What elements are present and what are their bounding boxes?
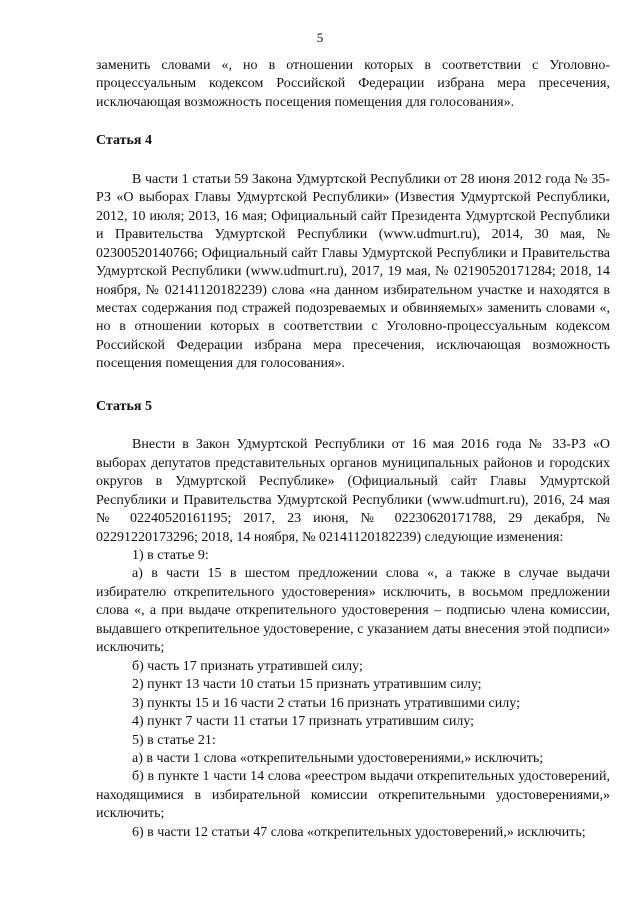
article4-paragraph: В части 1 статьи 59 Закона Удмуртской Республики от 28 июня 2012 года № 35-РЗ «О выборах Главы Удмуртской Республики» (Известия Удмуртской Республики, 2012, 10 июля; 2013, 16 мая; Официальный сайт Президента Удмуртской Республики и Правительства Удмуртской Республики (www.udmurt.ru), 2014, 30 мая, № 02300520140766; Официальный сайт Главы Удмуртской Республики и Правительства Удмуртской Республики (www.udmurt.ru), 2017, 19 мая, № 02190520171284; 2018, 14 ноября, № 02141120182239) слова «на данном избирательном участке и находятся в местах содержания под стражей подозреваемых и обвиняемых» заменить словами «, но в отношении которых в соответствии с Уголовно-процессуальным кодексом Российской Федерации избрана мера пресечения, исключающая возможность посещения помещения для голосования». — [96, 171, 610, 372]
list-item: 1) в статье 9: — [132, 547, 209, 563]
list-item: 6) в части 12 статьи 47 слова «открепительных удостоверений,» исключить; — [132, 824, 586, 840]
article4-heading: Статья 4 — [96, 133, 152, 149]
page-number: 5 — [316, 30, 324, 45]
list-item: б) часть 17 признать утратившей силу; — [132, 658, 363, 674]
list-item: 3) пункты 15 и 16 части 2 статьи 16 признать утратившими силу; — [132, 695, 520, 711]
list-item: а) в части 15 в шестом предложении слова «, а также в случае выдачи избирателю открепительного удостоверения» исключить, в восьмом предложении слова «, а при выдаче открепительного удостоверения – подписью члена комиссии, выдавшего открепительное удостоверение, с указанием даты внесения этой подписи» исключить; — [96, 566, 610, 656]
list-item: 5) в статье 21: — [132, 732, 216, 748]
list-item: б) в пункте 1 части 14 слова «реестром выдачи открепительных удостоверений, находящимися в избирательной комиссии открепительными удостоверениями,» исключить; — [96, 769, 610, 822]
article5-intro-paragraph: Внести в Закон Удмуртской Республики от 16 мая 2016 года № 33-РЗ «О выборах депутатов представительных органов муниципальных районов и городских округов в Удмуртской Республике» (Официальный сайт Главы Удмуртской Республики и Правительства Удмуртской Республики (www.udmurt.ru), 2016, 24 мая № 02240520161195; 2017, 23 июня, № 02230620171788, 29 декабря, № 02291220173296; 2018, 14 ноября, № 02141120182239) следующие изменения: — [96, 437, 610, 545]
list-item: а) в части 1 слова «открепительными удостоверениями,» исключить; — [132, 750, 544, 766]
document-body — [96, 57, 610, 842]
article5-heading: Статья 5 — [96, 398, 152, 414]
list-item: 2) пункт 13 части 10 статьи 15 признать утратившим силу; — [132, 677, 482, 693]
article3-tail-paragraph: заменить словами «, но в отношении которых в соответствии с Уголовно-процессуальным кодексом Российской Федерации избрана мера пресечения, исключающая возможность посещения помещения для голосования». — [96, 58, 610, 110]
list-item: 4) пункт 7 части 11 статьи 17 признать утратившим силу; — [132, 714, 475, 730]
